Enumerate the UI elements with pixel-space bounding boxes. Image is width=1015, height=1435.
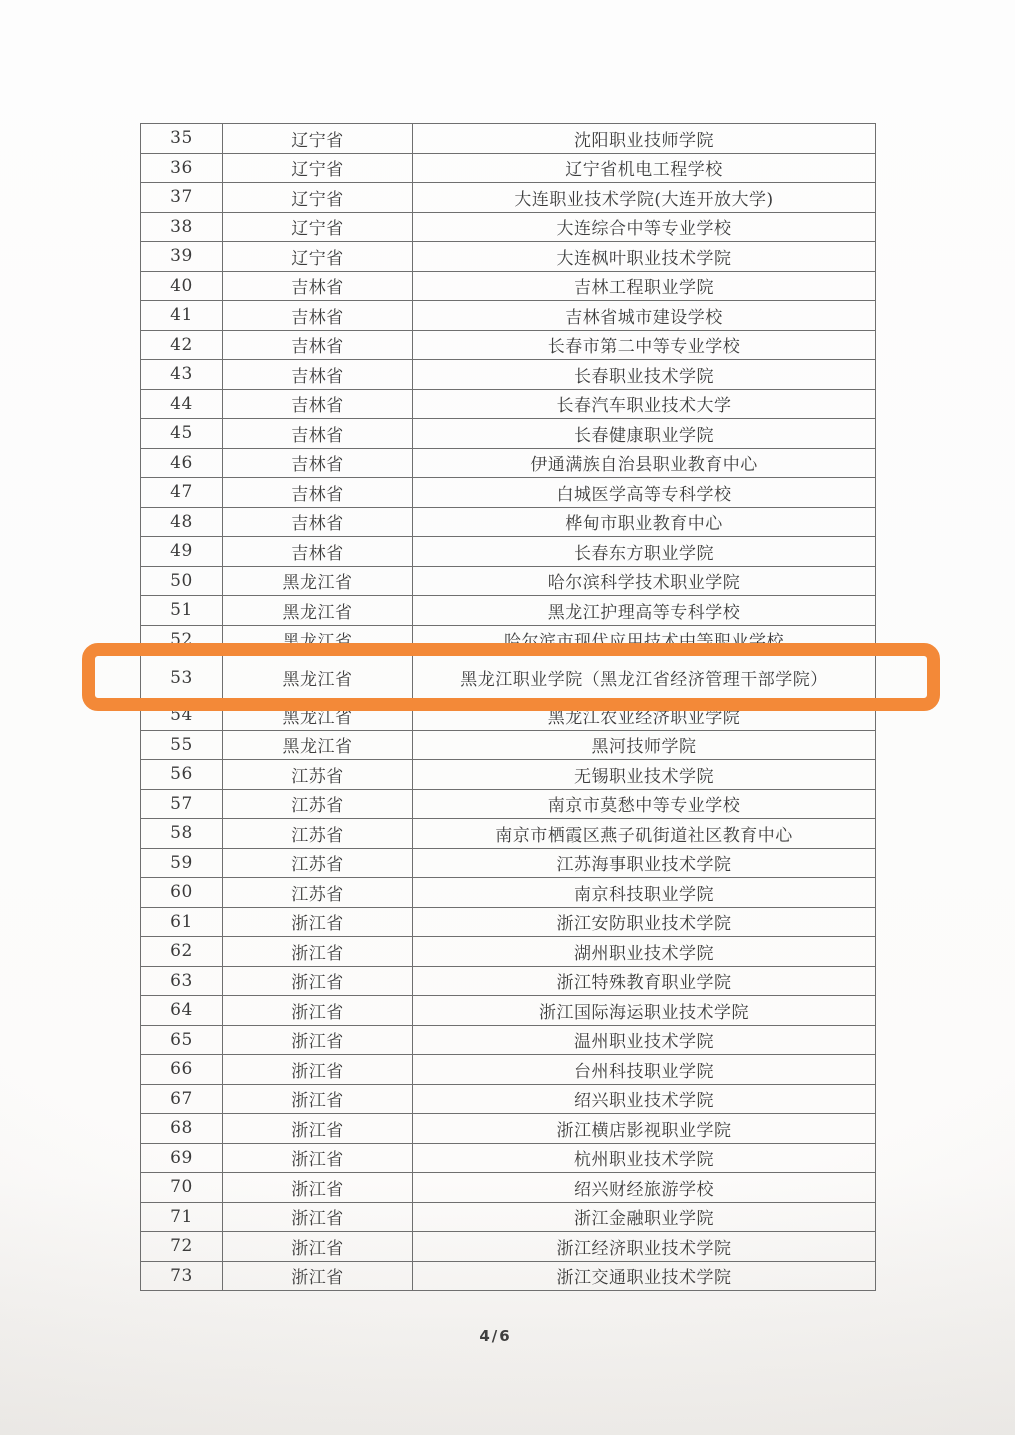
province-cell: 浙江省 [223,1173,413,1203]
table-row [141,360,876,390]
table-row [141,419,876,449]
province-cell: 江苏省 [223,760,413,790]
table-row [141,1173,876,1203]
row-number-cell: 62 [141,937,223,967]
table-row [141,153,876,183]
table-row [141,701,876,731]
province-cell: 浙江省 [223,1202,413,1232]
table-row [141,242,876,272]
school-name-cell: 哈尔滨市现代应用技术中等职业学校 [413,625,876,655]
province-cell: 黑龙江省 [223,730,413,760]
table-row [141,301,876,331]
school-name-cell: 大连综合中等专业学校 [413,212,876,242]
school-name-cell: 黑河技师学院 [413,730,876,760]
province-cell: 吉林省 [223,301,413,331]
school-name-cell: 台州科技职业学院 [413,1055,876,1085]
province-cell: 吉林省 [223,360,413,390]
row-number-cell: 36 [141,153,223,183]
province-cell: 黑龙江省 [223,655,413,701]
province-cell: 辽宁省 [223,124,413,154]
row-number-cell: 48 [141,507,223,537]
province-cell: 浙江省 [223,937,413,967]
school-name-cell: 南京科技职业学院 [413,878,876,908]
row-number-cell: 63 [141,966,223,996]
table-row [141,389,876,419]
school-name-cell: 长春市第二中等专业学校 [413,330,876,360]
province-cell: 浙江省 [223,1114,413,1144]
school-name-cell: 辽宁省机电工程学校 [413,153,876,183]
table-row [141,330,876,360]
province-cell: 黑龙江省 [223,596,413,626]
table-row [141,212,876,242]
table-row [141,1143,876,1173]
table-row [141,937,876,967]
school-name-cell: 无锡职业技术学院 [413,760,876,790]
school-table [140,123,876,1291]
row-number-cell: 67 [141,1084,223,1114]
province-cell: 江苏省 [223,789,413,819]
row-number-cell: 71 [141,1202,223,1232]
row-number-cell: 73 [141,1261,223,1291]
school-name-cell: 浙江国际海运职业技术学院 [413,996,876,1026]
school-name-cell: 长春职业技术学院 [413,360,876,390]
table-row [141,1084,876,1114]
row-number-cell: 56 [141,760,223,790]
school-name-cell: 黑龙江护理高等专科学校 [413,596,876,626]
province-cell: 浙江省 [223,1084,413,1114]
table-row [141,730,876,760]
row-number-cell: 59 [141,848,223,878]
row-number-cell: 64 [141,996,223,1026]
row-number-cell: 49 [141,537,223,567]
province-cell: 吉林省 [223,507,413,537]
table-row [141,819,876,849]
row-number-cell: 58 [141,819,223,849]
school-name-cell: 哈尔滨科学技术职业学院 [413,566,876,596]
row-number-cell: 51 [141,596,223,626]
table-row [141,507,876,537]
school-name-cell: 沈阳职业技师学院 [413,124,876,154]
province-cell: 吉林省 [223,537,413,567]
row-number-cell: 44 [141,389,223,419]
province-cell: 浙江省 [223,1025,413,1055]
province-cell: 浙江省 [223,1232,413,1262]
table-row [141,271,876,301]
province-cell: 吉林省 [223,389,413,419]
row-number-cell: 39 [141,242,223,272]
school-name-cell: 伊通满族自治县职业教育中心 [413,448,876,478]
table-row [141,1232,876,1262]
school-name-cell: 桦甸市职业教育中心 [413,507,876,537]
school-name-cell: 浙江特殊教育职业学院 [413,966,876,996]
school-name-cell: 江苏海事职业技术学院 [413,848,876,878]
table-row [141,596,876,626]
row-number-cell: 45 [141,419,223,449]
school-name-cell: 浙江金融职业学院 [413,1202,876,1232]
school-name-cell: 浙江交通职业技术学院 [413,1261,876,1291]
table-row [141,448,876,478]
table-row [141,478,876,508]
province-cell: 江苏省 [223,848,413,878]
province-cell: 辽宁省 [223,153,413,183]
row-number-cell: 52 [141,625,223,655]
row-number-cell: 41 [141,301,223,331]
school-name-cell: 温州职业技术学院 [413,1025,876,1055]
row-number-cell: 43 [141,360,223,390]
table-row [141,907,876,937]
row-number-cell: 35 [141,124,223,154]
province-cell: 黑龙江省 [223,566,413,596]
row-number-cell: 37 [141,183,223,213]
row-number-cell: 47 [141,478,223,508]
province-cell: 吉林省 [223,419,413,449]
school-name-cell: 南京市莫愁中等专业学校 [413,789,876,819]
province-cell: 吉林省 [223,448,413,478]
table-row [141,878,876,908]
row-number-cell: 66 [141,1055,223,1085]
school-name-cell: 浙江经济职业技术学院 [413,1232,876,1262]
province-cell: 浙江省 [223,1055,413,1085]
row-number-cell: 61 [141,907,223,937]
school-name-cell: 绍兴职业技术学院 [413,1084,876,1114]
province-cell: 浙江省 [223,1143,413,1173]
row-number-cell: 72 [141,1232,223,1262]
table-row [141,655,876,701]
province-cell: 浙江省 [223,1261,413,1291]
school-name-cell: 杭州职业技术学院 [413,1143,876,1173]
school-name-cell: 长春东方职业学院 [413,537,876,567]
province-cell: 江苏省 [223,819,413,849]
row-number-cell: 68 [141,1114,223,1144]
table-row [141,760,876,790]
page-number: 4/6 [479,1327,512,1345]
row-number-cell: 65 [141,1025,223,1055]
row-number-cell: 55 [141,730,223,760]
school-name-cell: 绍兴财经旅游学校 [413,1173,876,1203]
row-number-cell: 57 [141,789,223,819]
province-cell: 吉林省 [223,478,413,508]
table-row [141,848,876,878]
school-name-cell: 湖州职业技术学院 [413,937,876,967]
school-name-cell: 长春汽车职业技术大学 [413,389,876,419]
province-cell: 吉林省 [223,271,413,301]
table-row [141,1202,876,1232]
table-row [141,566,876,596]
table-row [141,124,876,154]
row-number-cell: 69 [141,1143,223,1173]
table-row [141,183,876,213]
province-cell: 黑龙江省 [223,625,413,655]
table-row [141,996,876,1026]
row-number-cell: 50 [141,566,223,596]
school-name-cell: 吉林工程职业学院 [413,271,876,301]
table-row [141,1025,876,1055]
row-number-cell: 70 [141,1173,223,1203]
province-cell: 辽宁省 [223,183,413,213]
school-name-cell: 黑龙江职业学院（黑龙江省经济管理干部学院） [413,655,876,701]
table-row [141,625,876,655]
school-table-body [141,124,876,1291]
province-cell: 辽宁省 [223,212,413,242]
row-number-cell: 46 [141,448,223,478]
table-row [141,1114,876,1144]
table-row [141,966,876,996]
school-name-cell: 大连枫叶职业技术学院 [413,242,876,272]
row-number-cell: 60 [141,878,223,908]
province-cell: 江苏省 [223,878,413,908]
row-number-cell: 54 [141,701,223,731]
table-row [141,1055,876,1085]
school-name-cell: 浙江横店影视职业学院 [413,1114,876,1144]
row-number-cell: 38 [141,212,223,242]
row-number-cell: 40 [141,271,223,301]
school-name-cell: 白城医学高等专科学校 [413,478,876,508]
province-cell: 浙江省 [223,907,413,937]
province-cell: 吉林省 [223,330,413,360]
row-number-cell: 53 [141,655,223,701]
school-name-cell: 吉林省城市建设学校 [413,301,876,331]
province-cell: 辽宁省 [223,242,413,272]
table-row [141,789,876,819]
table-row [141,537,876,567]
province-cell: 浙江省 [223,996,413,1026]
school-name-cell: 南京市栖霞区燕子矶街道社区教育中心 [413,819,876,849]
school-name-cell: 大连职业技术学院(大连开放大学) [413,183,876,213]
row-number-cell: 42 [141,330,223,360]
province-cell: 黑龙江省 [223,701,413,731]
province-cell: 浙江省 [223,966,413,996]
school-name-cell: 黑龙江农业经济职业学院 [413,701,876,731]
school-name-cell: 长春健康职业学院 [413,419,876,449]
table-row [141,1261,876,1291]
school-name-cell: 浙江安防职业技术学院 [413,907,876,937]
